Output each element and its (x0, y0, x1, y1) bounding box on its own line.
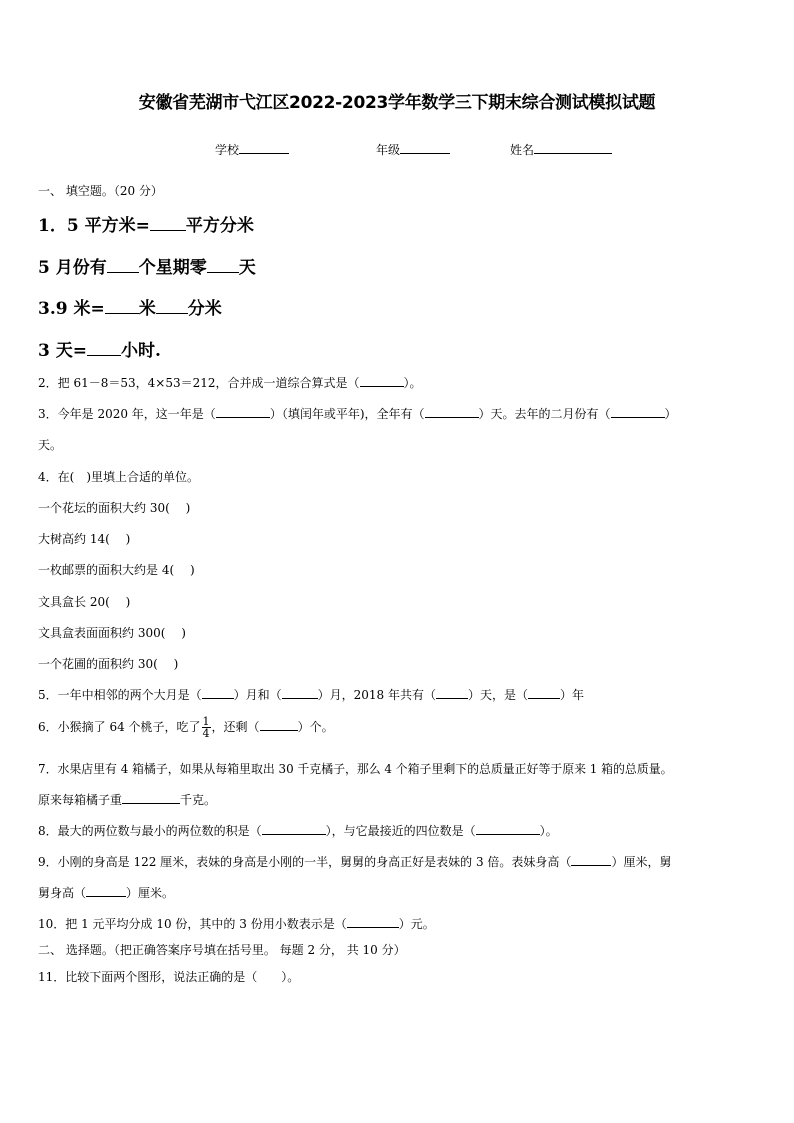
question-11: 11．比较下面两个图形，说法正确的是（ ）。 (38, 970, 300, 984)
answer-blank[interactable] (150, 215, 186, 231)
answer-blank[interactable] (86, 885, 126, 897)
grade-field[interactable] (376, 141, 450, 158)
school-blank[interactable] (239, 141, 289, 154)
q1-line-b (38, 253, 256, 278)
answer-blank[interactable] (122, 792, 180, 804)
answer-blank[interactable] (528, 687, 560, 699)
q1c-post: 分米 (187, 299, 222, 319)
question-7-line1: 7．水果店里有 4 箱橘子，如果从每箱里取出 30 千克橘子，那么 4 个箱子里剩下的总质量正好等于原来 1 箱的总质量。 (38, 762, 673, 776)
question-10: 10．把 1 元平均分成 10 份，其中的 3 份用小数表示是（ ）元。 (38, 917, 435, 931)
question-2: 2．把 61－8＝53，4×53＝212，合并成一道综合算式是（ ）。 (38, 376, 422, 390)
grade-label: 年级 (376, 143, 401, 157)
name-field[interactable] (510, 141, 612, 158)
answer-blank[interactable] (216, 406, 270, 418)
question-3-cont: 天。 (38, 438, 63, 452)
question-9: 9．小刚的身高是 122 厘米，表妹的身高是小刚的一半，舅舅的身高正好是表妹的 3 倍。表妹身高（ ）厘米，舅 (38, 855, 672, 869)
q1-line-a (38, 211, 254, 236)
q1c-mid: 米 (138, 299, 156, 319)
answer-blank[interactable] (282, 687, 318, 699)
question-7-line2: 原来每箱橘子重 千克。 (38, 793, 217, 807)
page-title: 安徽省芜湖市弋江区2022-2023学年数学三下期末综合测试模拟试题 (138, 93, 656, 113)
question-6: 6．小猴摘了 64 个桃子，吃了 $\frac{1}{4}$ ，还剩（ ）个。 (38, 715, 334, 740)
answer-blank[interactable] (260, 719, 298, 731)
question-5: 5．一年中相邻的两个大月是（ ）月和（ ）月，2018 年共有（ ）天，是（ ）年 (38, 688, 585, 702)
answer-blank[interactable] (105, 298, 139, 314)
answer-blank[interactable] (207, 257, 239, 273)
answer-blank[interactable] (571, 854, 611, 866)
answer-blank[interactable] (425, 406, 479, 418)
answer-blank[interactable] (360, 375, 404, 387)
q1a-pre: 1．5 平方米= (38, 216, 150, 236)
answer-blank[interactable] (347, 916, 399, 928)
question-4-item: 文具盒表面面积约 300( ) (38, 626, 186, 640)
question-4-stem: 4．在( )里填上合适的单位。 (38, 470, 199, 484)
q1b-post: 天 (238, 258, 256, 278)
q1-line-d (38, 336, 161, 361)
name-blank[interactable] (534, 141, 612, 154)
q1b-pre: 5 月份有 (38, 258, 107, 278)
section2-heading: 二、 选择题。（把正确答案序号填在括号里。 每题 2 分， 共 10 分） (38, 943, 406, 957)
school-field[interactable] (215, 141, 289, 158)
q1d-pre: 3 天= (38, 341, 87, 361)
name-label: 姓名 (510, 143, 535, 157)
fraction: $\frac{1}{4}$ (202, 715, 210, 740)
question-4-item: 一个花坛的面积大约 30( ) (38, 501, 191, 515)
answer-blank[interactable] (202, 687, 234, 699)
q1d-post: 小时. (121, 341, 161, 361)
question-3: 3．今年是 2020 年，这一年是（ ）（填闰年或平年)，全年有（ ）天。去年的二月份有（ ） (38, 407, 677, 421)
answer-blank[interactable] (87, 340, 121, 356)
grade-blank[interactable] (400, 141, 450, 154)
answer-blank[interactable] (611, 406, 665, 418)
question-4-item: 一枚邮票的面积大约是 4( ) (38, 563, 195, 577)
q1a-post: 平方分米 (185, 216, 254, 236)
school-label: 学校 (215, 143, 240, 157)
question-4-item: 一个花圃的面积约 30( ) (38, 657, 179, 671)
question-8: 8．最大的两位数与最小的两位数的积是（ ），与它最接近的四位数是（ ）。 (38, 824, 558, 838)
q1b-mid: 个星期零 (138, 258, 207, 278)
question-9-cont: 舅身高（ ）厘米。 (38, 886, 175, 900)
question-4-item: 文具盒长 20( ) (38, 595, 131, 609)
answer-blank[interactable] (107, 257, 139, 273)
answer-blank[interactable] (262, 823, 326, 835)
q1-line-c (38, 294, 222, 319)
answer-blank[interactable] (436, 687, 468, 699)
answer-blank[interactable] (476, 823, 540, 835)
q1c-pre: 3.9 米= (38, 299, 105, 319)
question-4-item: 大树高约 14( ) (38, 532, 131, 546)
section1-heading: 一、 填空题。（20 分） (38, 184, 163, 198)
answer-blank[interactable] (156, 298, 188, 314)
